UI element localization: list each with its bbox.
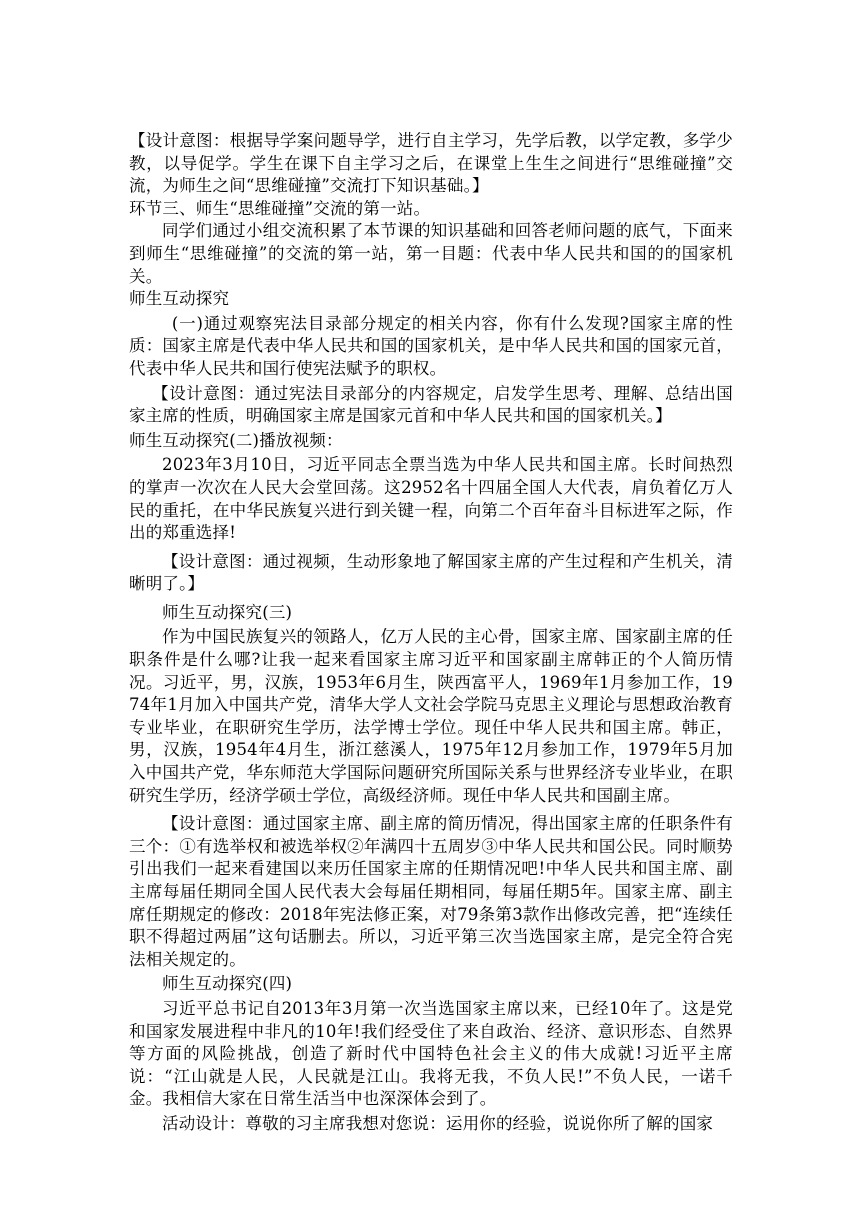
inquiry-1-paragraph: (一)通过观察宪法目录部分规定的相关内容，你有什么发现?国家主席的性质：国家主席是代表中华人民共和国的国家机关，是中华人民共和国的国家元首，代表中华人民共和国行使宪法赋予的职权。 [129, 313, 733, 378]
inquiry-3-paragraph: 作为中国民族复兴的领路人，亿万人民的主心骨，国家主席、国家副主席的任职条件是什么哪?让我一起来看国家主席习近平和国家副主席韩正的个人简历情况。习近平，男，汉族，1953年6月生，陕西富平人，1969年1月参加工作，1974年1月加入中国共产党，清华大学人文社会学院马克思主义理论与思想政治教育专业毕业，在职研究生学历，法学博士学位。现任中华人民共和国主席。韩正，男，汉族，1954年4月生，浙江慈溪人，1975年12月参加工作，1979年5月加入中国共产党，华东师范大学国际问题研究所国际关系与世界经济专业毕业，在职研究生学历，经济学硕士学位，高级经济师。现任中华人民共和国副主席。 [129, 627, 733, 805]
inquiry-2-paragraph: 2023年3月10日，习近平同志全票当选为中华人民共和国主席。长时间热烈的掌声一次次在人民大会堂回荡。这2952名十四届全国人大代表，肩负着亿万人民的重托，在中华民族复兴进行到关键一程，向第二个百年奋斗目标进军之际，作出的郑重选择! [129, 455, 733, 543]
section-heading-3: 环节三、师生“思维碰撞”交流的第一站。 [129, 198, 431, 218]
inquiry-4-heading: 师生互动探究(四) [162, 974, 293, 994]
design-intent-2: 【设计意图：通过宪法目录部分的内容规定，启发学生思考、理解、总结出国家主席的性质，明确国家主席是国家元首和中华人民共和国的国家机关。】 [129, 383, 733, 426]
design-intent-1: 【设计意图：根据导学案问题导学，进行自主学习，先学后教，以学定教，多学少教，以导促学。学生在课下自主学习之后，在课堂上生生之间进行“思维碰撞”交流，为师生之间“思维碰撞”交流打下知识基础。】 [129, 131, 733, 196]
design-intent-4: 【设计意图：通过国家主席、副主席的简历情况，得出国家主席的任职条件有三个：①有选举权和被选举权②年满四十五周岁③中华人民共和国公民。同时顺势引出我们一起来看建国以来历任国家主席的任期情况吧!中华人民共和国主席、副主席每届任期同全国人民代表大会每届任期相同，每届任期5年。国家主席、副主席任期规定的修改：2018年宪法修正案，对79条第3款作出修改完善，把“连续任职不得超过两届”这句话删去。所以，习近平第三次当选国家主席，是完全符合宪法相关规定的。 [129, 814, 733, 969]
inquiry-4-paragraph: 习近平总书记自2013年3月第一次当选国家主席以来，已经10年了。这是党和国家发展进程中非凡的10年!我们经受住了来自政治、经济、意识形态、自然界等方面的风险挑战，创造了新时代中国特色社会主义的伟大成就!习近平主席说：“江山就是人民，人民就是江山。我将无我，不负人民!”不负人民，一诺千金。我相信大家在日常生活当中也深深体会到了。 [129, 998, 733, 1109]
inquiry-2-heading: 师生互动探究(二)播放视频： [129, 430, 343, 450]
document-page [129, 130, 733, 1136]
subheading-interaction: 师生互动探究 [129, 289, 230, 309]
intro-paragraph: 同学们通过小组交流积累了本节课的知识基础和回答老师问题的底气，下面来到师生“思维碰撞”的交流的第一站，第一目题：代表中华人民共和国的的国家机关。 [129, 221, 733, 286]
inquiry-3-heading: 师生互动探究(三) [162, 602, 293, 622]
design-intent-3: 【设计意图：通过视频，生动形象地了解国家主席的产生过程和产生机关，清晰明了。】 [129, 551, 733, 594]
activity-design-paragraph: 活动设计：尊敬的习主席我想对您说：运用你的经验，说说你所了解的国家 [162, 1113, 714, 1133]
